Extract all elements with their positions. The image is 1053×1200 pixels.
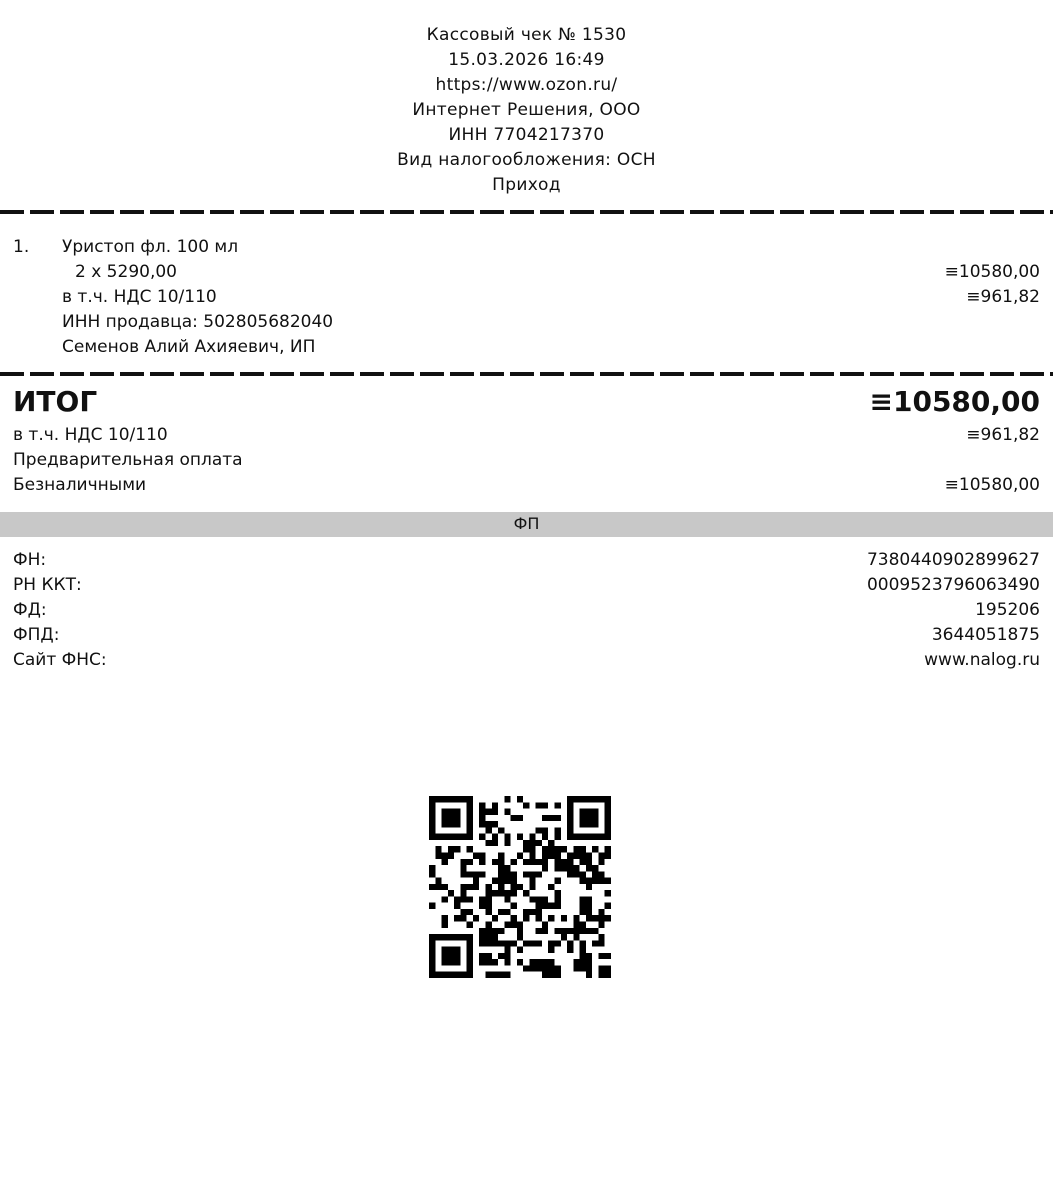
item-sum: ≡10580,00 <box>944 262 1040 282</box>
receipt-number: Кассовый чек № 1530 <box>426 25 627 45</box>
cashless-value: ≡10580,00 <box>944 475 1040 495</box>
receipt-datetime: 15.03.2026 16:49 <box>448 50 605 70</box>
fp-value: 7380440902899627 <box>866 550 1040 570</box>
fp-value: 195206 <box>975 600 1040 620</box>
item-number: 1. <box>13 237 30 257</box>
fp-section-bar: ФП <box>0 512 1053 537</box>
fp-value: 3644051875 <box>931 625 1040 645</box>
fp-row <box>13 624 1040 649</box>
fp-row <box>13 649 1040 674</box>
qr-code <box>429 796 611 978</box>
item-name: Уристоп фл. 100 мл <box>62 237 239 257</box>
company-inn: ИНН 7704217370 <box>448 125 605 145</box>
fp-row <box>13 574 1040 599</box>
total-value: ≡10580,00 <box>869 385 1040 418</box>
cashless-row <box>13 474 1040 499</box>
item-seller-name: Семенов Алий Ахияевич, ИП <box>62 337 316 357</box>
operation-type: Приход <box>492 175 561 195</box>
fp-row <box>13 599 1040 624</box>
total-label: ИТОГ <box>13 385 98 418</box>
fp-row <box>13 549 1040 574</box>
fp-label: ФН: <box>13 550 47 570</box>
prepay-row <box>13 449 1040 474</box>
total-row <box>13 385 1040 421</box>
item-vat-value: ≡961,82 <box>966 287 1040 307</box>
item-qty-row <box>75 261 1040 286</box>
fp-value: 0009523796063490 <box>866 575 1040 595</box>
item-vat-row <box>62 286 1040 311</box>
item-qty-price: 2 x 5290,00 <box>75 262 177 282</box>
fp-label: ФД: <box>13 600 47 620</box>
fp-value: www.nalog.ru <box>924 650 1040 670</box>
item-seller-inn: ИНН продавца: 502805682040 <box>62 312 334 332</box>
divider-dashed <box>0 210 1053 214</box>
cashless-label: Безналичными <box>13 475 147 495</box>
company-name: Интернет Решения, ООО <box>412 100 641 120</box>
receipt-header <box>0 24 1053 199</box>
item-name-row <box>62 236 1040 261</box>
fp-label: РН ККТ: <box>13 575 82 595</box>
seller-site: https://www.ozon.ru/ <box>435 75 618 95</box>
tax-mode: Вид налогообложения: ОСН <box>397 150 656 170</box>
item-seller-name-row <box>62 336 1040 361</box>
item-vat-label: в т.ч. НДС 10/110 <box>62 287 217 307</box>
fp-label: Сайт ФНС: <box>13 650 107 670</box>
total-vat-value: ≡961,82 <box>966 425 1040 445</box>
prepay-label: Предварительная оплата <box>13 450 243 470</box>
total-vat-row <box>13 424 1040 449</box>
item-seller-inn-row <box>62 311 1040 336</box>
fp-label: ФПД: <box>13 625 60 645</box>
divider-dashed <box>0 372 1053 376</box>
total-vat-label: в т.ч. НДС 10/110 <box>13 425 168 445</box>
